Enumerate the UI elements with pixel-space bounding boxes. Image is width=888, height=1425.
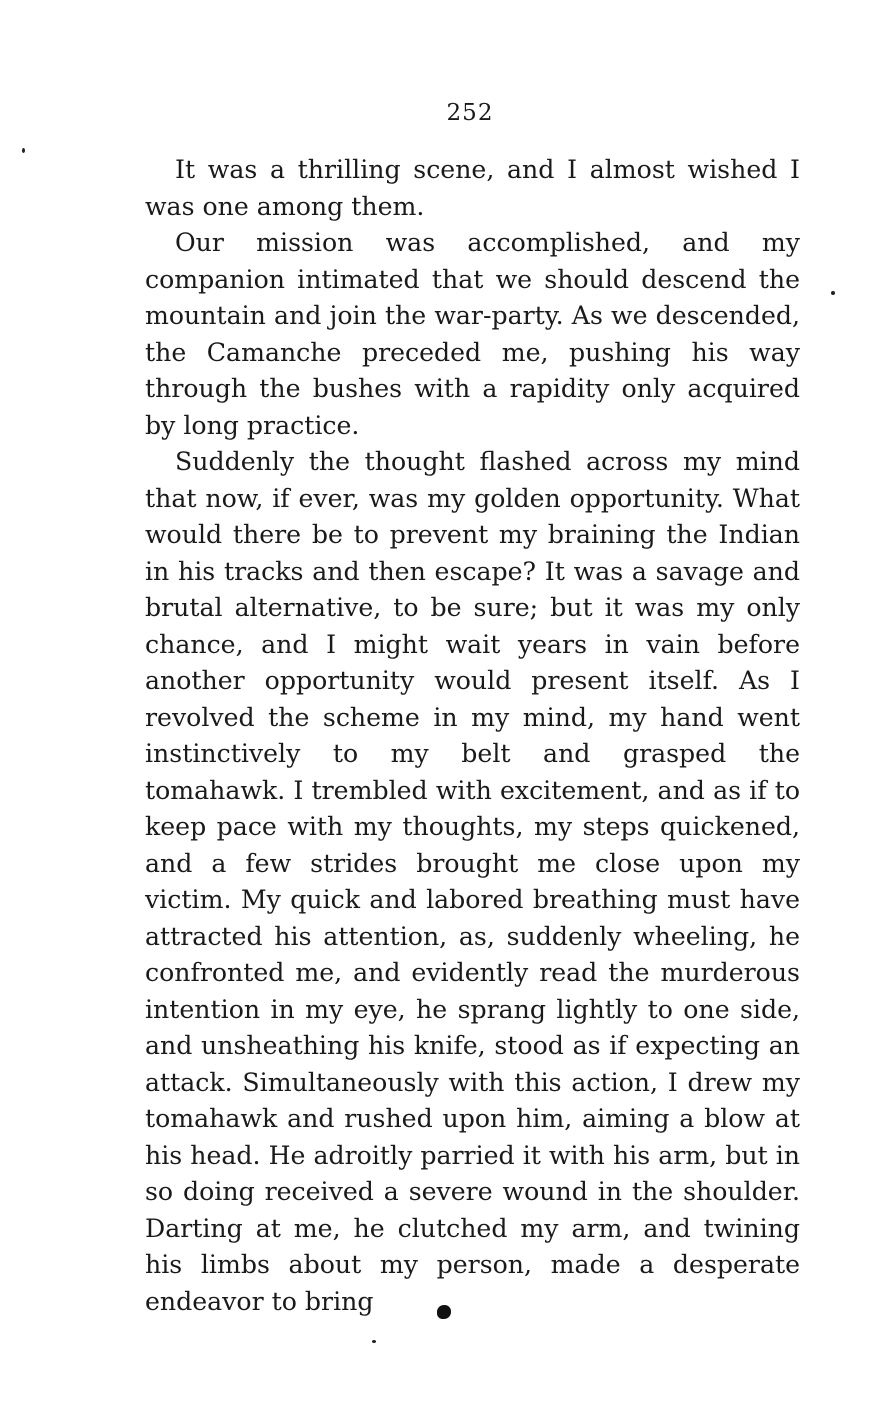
scan-speck [22, 148, 25, 153]
scan-speck [831, 291, 835, 295]
paragraph-3: Suddenly the thought flashed across my mind that now, if ever, was my golden opportunity. What would there be to prevent my braining the Indian in his tracks and then escape? It was a savage and brutal alternative, to be sure; but it was my only chance, and I might wait years in vain before another opportunity would present itself. As I revolved the scheme in my mind, my hand went instinctively to my belt and grasped the tomahawk. I trembled with excitement, and as if to keep pace with my thoughts, my steps quickened, and a few strides brought me close upon my victim. My quick and labored breathing must have attracted his attention, as, suddenly wheeling, he confronted me, and evidently read the murderous intention in my eye, he sprang lightly to one side, and unsheathing his knife, stood as if expecting an attack. Simultaneously with this action, I drew my tomahawk and rushed upon him, aiming a blow at his head. He adroitly parried it with his arm, but in so doing received a severe wound in the shoulder. Darting at me, he clutched my arm, and twining his limbs about my person, made a desperate endeavor to bring [145, 447, 800, 1316]
paragraph-1: It was a thrilling scene, and I almost wished I was one among them. [145, 155, 800, 221]
ink-blot [437, 1305, 451, 1319]
paragraph-2: Our mission was accomplished, and my companion intimated that we should descend the mountain and join the war-party. As we descended, the Camanche preceded me, pushing his way through the bushes with a rapidity only acquired by long practice. [145, 228, 800, 440]
body-text [145, 152, 800, 1320]
scan-speck [372, 1340, 376, 1343]
page-number: 252 [446, 100, 494, 126]
